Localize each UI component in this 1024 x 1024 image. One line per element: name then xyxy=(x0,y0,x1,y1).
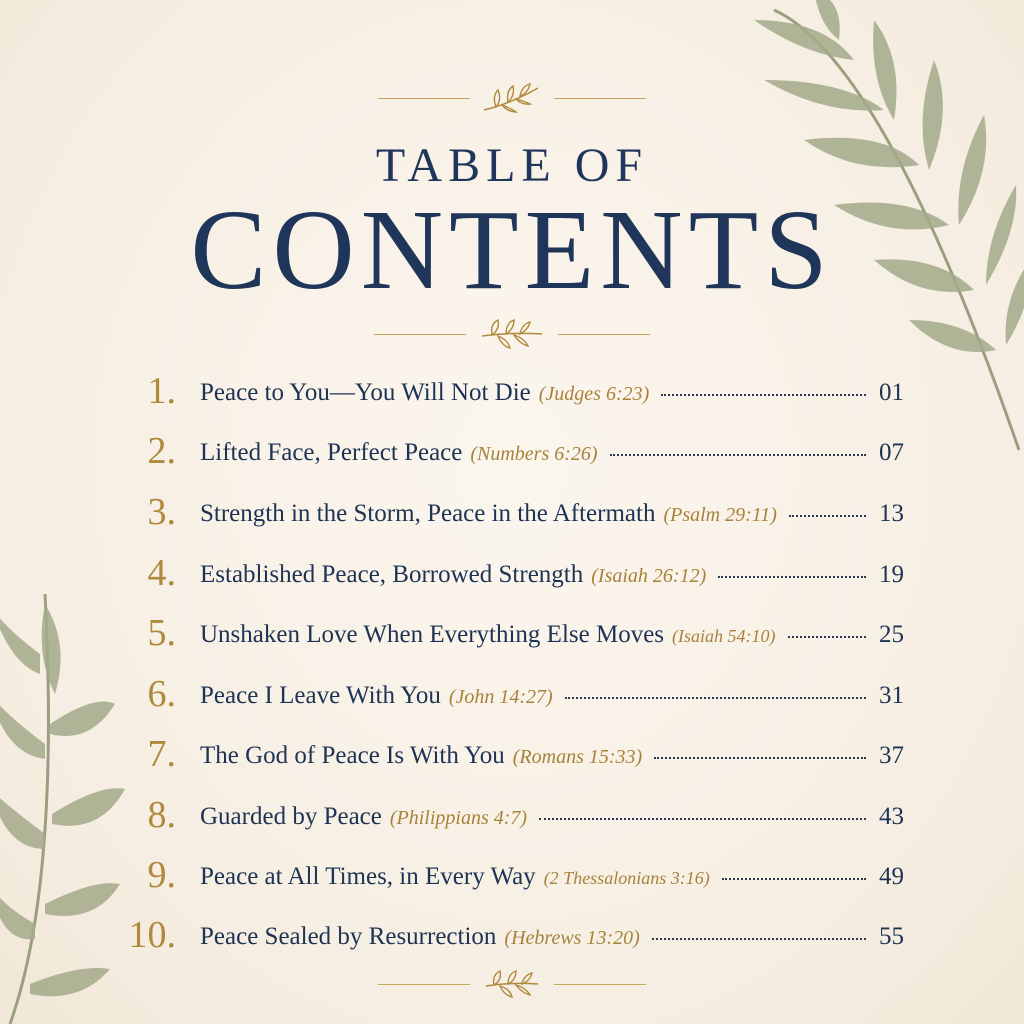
title-line-1: TABLE OF xyxy=(375,139,649,192)
entry-reference: (Philippians 4:7) xyxy=(389,807,528,829)
entry-page-number: 55 xyxy=(879,923,904,950)
entry-title: Strength in the Storm, Peace in the Aftermath xyxy=(200,500,656,527)
entry-page-number: 49 xyxy=(879,863,904,890)
title-line-2: CONTENTS xyxy=(190,186,834,313)
entry-number: 9. xyxy=(147,854,176,896)
entry-number: 2. xyxy=(147,430,176,472)
laurel-sprig-icon xyxy=(476,318,548,350)
entry-page-number: 07 xyxy=(879,439,904,466)
entry-page-number: 19 xyxy=(879,561,904,588)
entry-reference: (Isaiah 26:12) xyxy=(591,565,707,587)
entry-title: Peace at All Times, in Every Way xyxy=(200,863,536,890)
dot-leader xyxy=(654,757,866,759)
toc-entry[interactable] xyxy=(0,668,1024,728)
entry-reference: (2 Thessalonians 3:16) xyxy=(543,868,710,888)
entry-title: Established Peace, Borrowed Strength xyxy=(200,561,584,588)
toc-entry[interactable] xyxy=(0,849,1024,909)
entry-reference: (Judges 6:23) xyxy=(538,383,650,405)
top-ornament xyxy=(378,82,646,114)
ornament-rule xyxy=(378,98,470,99)
entry-page-number: 25 xyxy=(879,621,904,648)
entry-title: Lifted Face, Perfect Peace xyxy=(200,439,463,466)
ornament-rule xyxy=(558,334,650,335)
entry-page-number: 37 xyxy=(879,742,904,769)
entry-reference: (Romans 15:33) xyxy=(512,746,643,768)
entry-number: 1. xyxy=(147,370,176,412)
toc-entry[interactable] xyxy=(0,486,1024,546)
dot-leader xyxy=(788,636,867,638)
entry-reference: (John 14:27) xyxy=(448,686,553,708)
entry-title: Peace Sealed by Resurrection xyxy=(200,923,497,950)
dot-leader xyxy=(718,576,866,578)
entry-title: The God of Peace Is With You xyxy=(200,742,505,769)
ornament-rule xyxy=(374,334,466,335)
dot-leader xyxy=(565,697,866,699)
entry-number: 5. xyxy=(147,612,176,654)
dot-leader xyxy=(652,938,866,940)
dot-leader xyxy=(722,878,866,880)
entry-number: 10. xyxy=(128,914,176,956)
toc-entry[interactable] xyxy=(0,789,1024,849)
toc-entry[interactable] xyxy=(0,607,1024,667)
entry-title: Peace to You—You Will Not Die xyxy=(200,379,531,406)
dot-leader xyxy=(789,515,866,517)
toc-entry[interactable] xyxy=(0,365,1024,425)
entry-page-number: 31 xyxy=(879,682,904,709)
ornament-rule xyxy=(554,98,646,99)
entry-reference: (Isaiah 54:10) xyxy=(672,626,776,646)
bottom-ornament xyxy=(378,968,646,1000)
dot-leader xyxy=(610,454,866,456)
entry-reference: (Psalm 29:11) xyxy=(663,504,777,526)
entry-reference: (Numbers 6:26) xyxy=(470,443,598,465)
dot-leader xyxy=(539,818,866,820)
entry-title: Guarded by Peace xyxy=(200,803,382,830)
toc-entry[interactable] xyxy=(0,909,1024,969)
dot-leader xyxy=(661,394,866,396)
entry-number: 6. xyxy=(147,673,176,715)
entry-page-number: 13 xyxy=(879,500,904,527)
entry-number: 8. xyxy=(147,794,176,836)
ornament-rule xyxy=(378,984,470,985)
laurel-sprig-icon xyxy=(480,968,544,1000)
entry-number: 7. xyxy=(147,733,176,775)
entry-number: 3. xyxy=(147,491,176,533)
entry-page-number: 01 xyxy=(879,379,904,406)
ornament-rule xyxy=(554,984,646,985)
toc-entry[interactable] xyxy=(0,425,1024,485)
entry-number: 4. xyxy=(147,552,176,594)
laurel-sprig-icon xyxy=(480,82,544,114)
toc-entry[interactable] xyxy=(0,547,1024,607)
entry-title: Peace I Leave With You xyxy=(200,682,441,709)
entry-title: Unshaken Love When Everything Else Moves xyxy=(200,621,665,648)
entry-page-number: 43 xyxy=(879,803,904,830)
middle-ornament xyxy=(374,318,650,350)
entry-reference: (Hebrews 13:20) xyxy=(504,927,640,949)
toc-entry[interactable] xyxy=(0,728,1024,788)
